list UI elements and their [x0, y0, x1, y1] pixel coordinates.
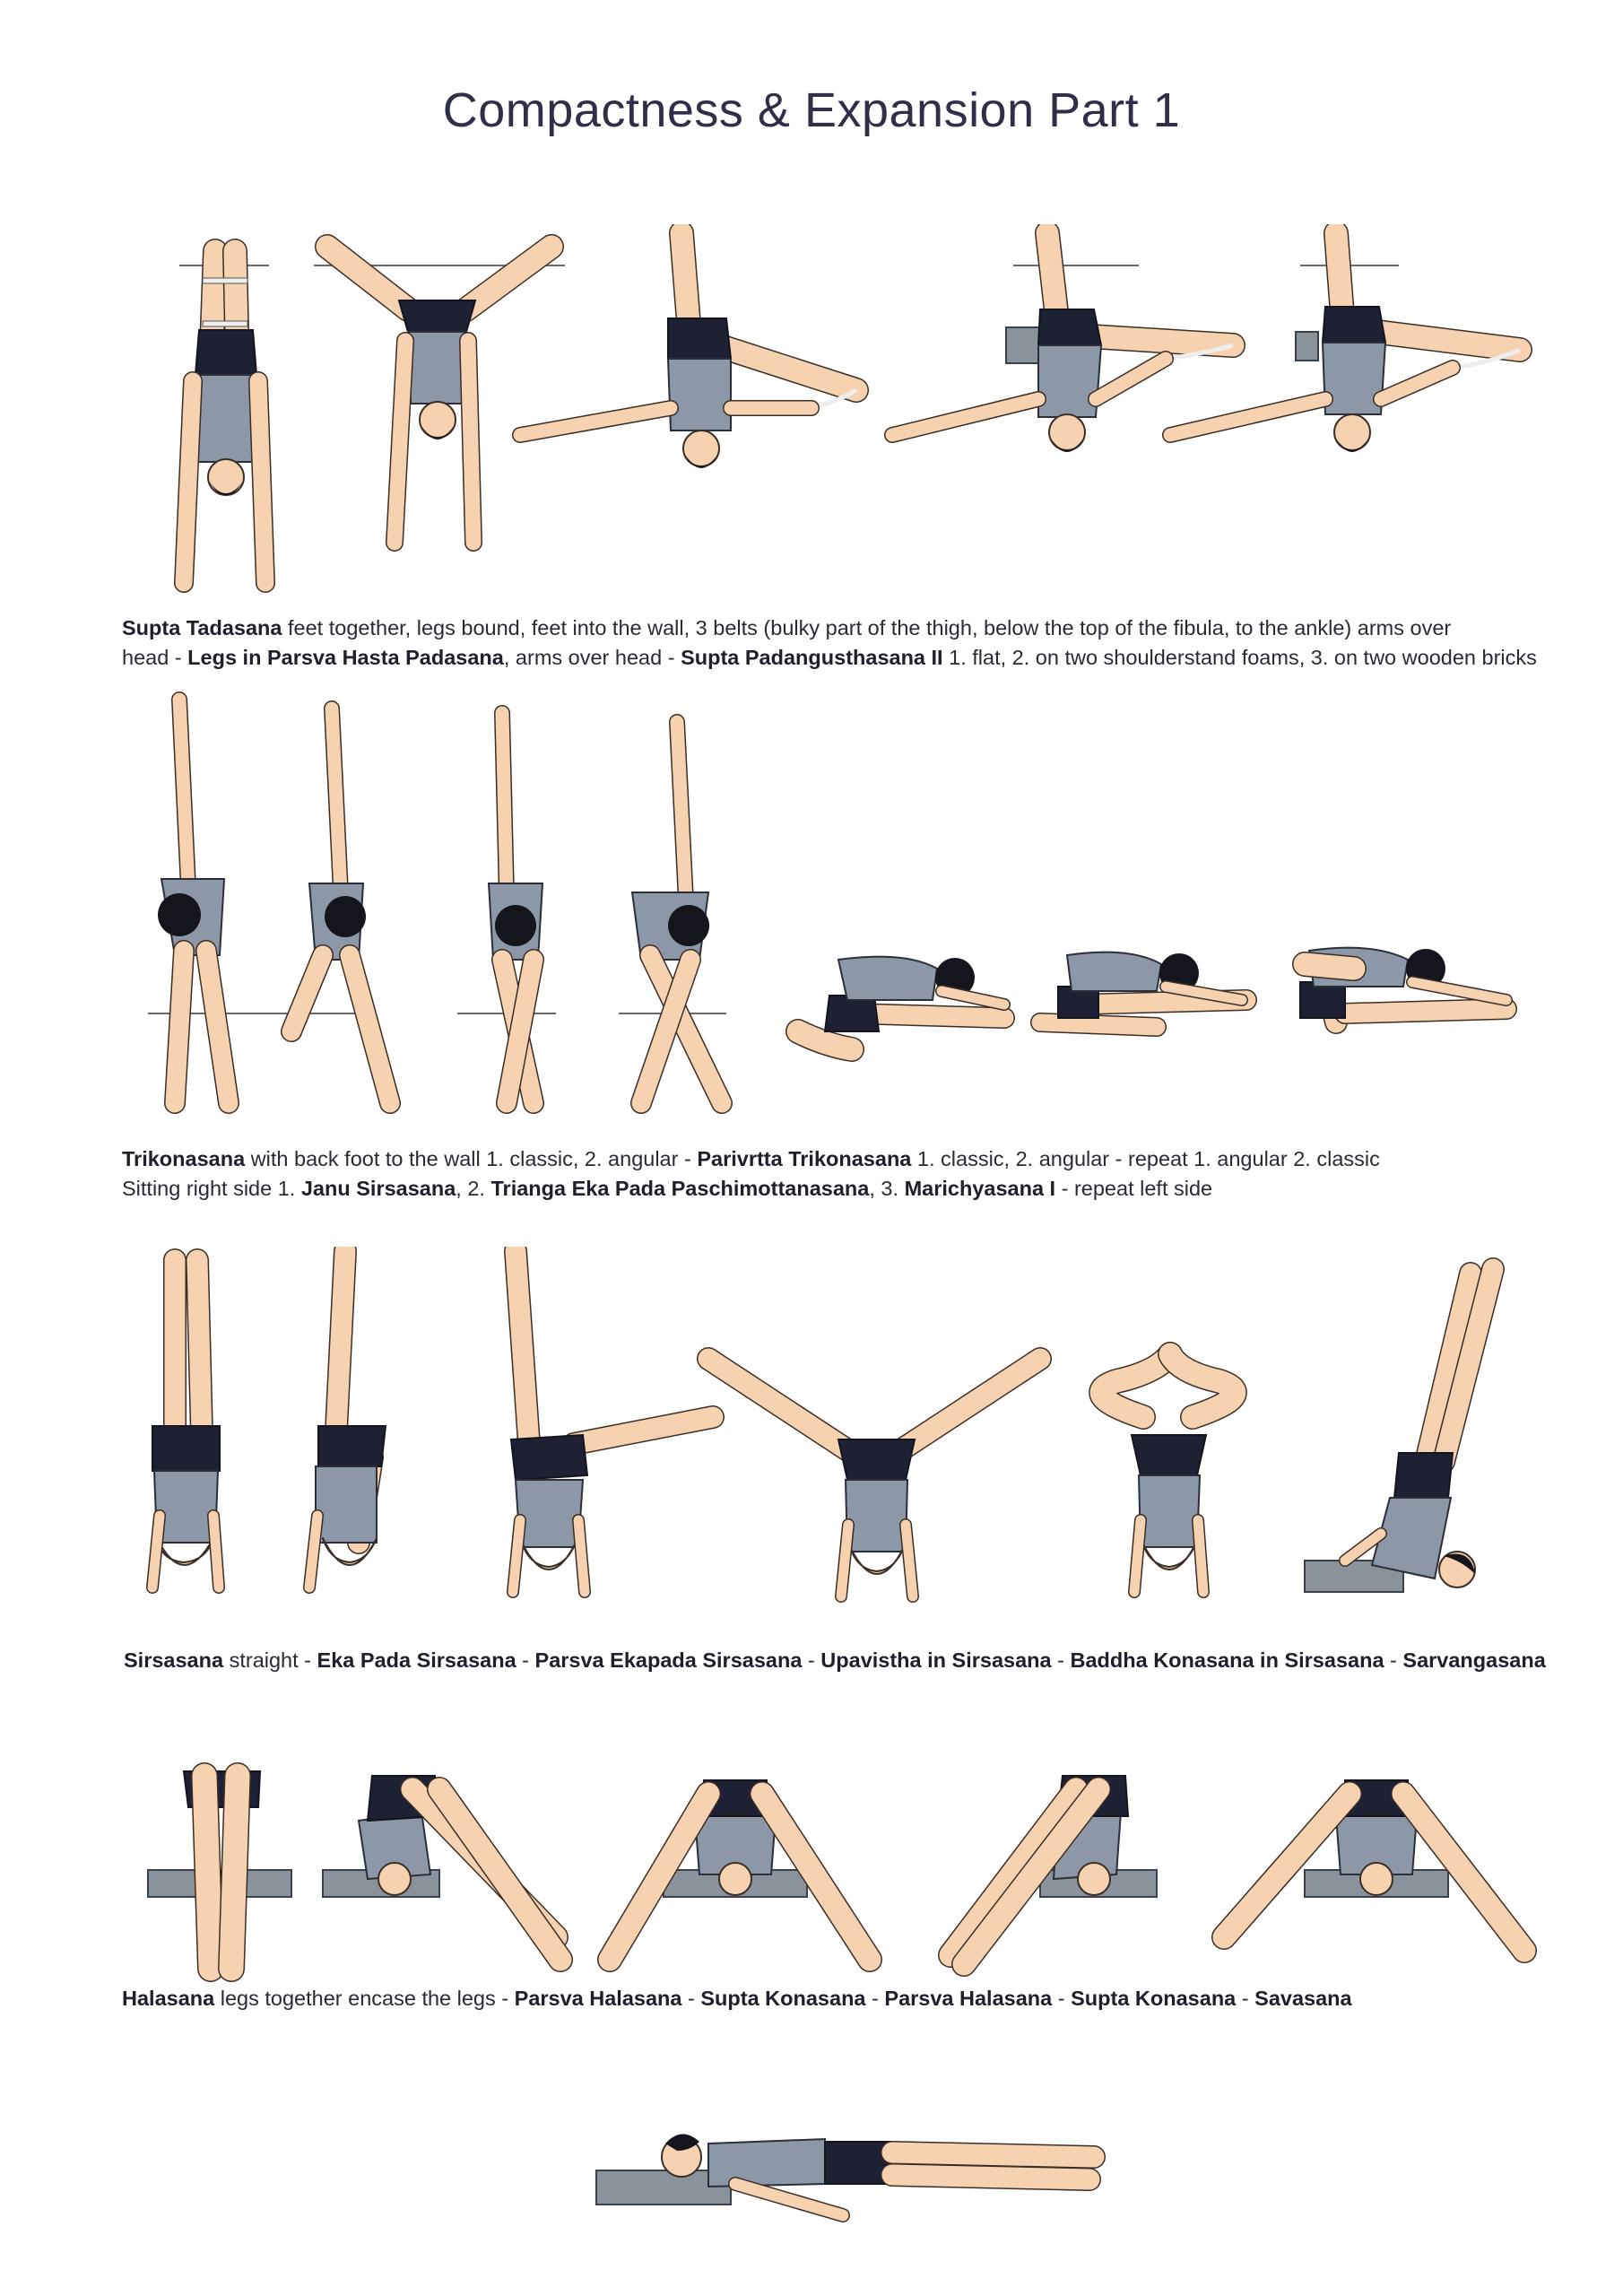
figure-trikonasana-angular	[269, 709, 390, 1103]
caption-row2-line1	[122, 1144, 1575, 1174]
pose-name: Janu Sirsasana	[300, 1177, 456, 1200]
figure-parsva-ekapada-sirsasana	[511, 1251, 713, 1592]
pose-name: Supta Konasana	[1071, 1987, 1237, 2010]
caption-row1-line2	[122, 643, 1575, 673]
row1-figures	[0, 224, 1623, 619]
figure-parsva-hasta-padasana	[314, 247, 565, 543]
figure-sirsasana-straight	[152, 1260, 220, 1587]
figure-janu-sirsasana	[798, 957, 1004, 1049]
pose-name: Supta Padangusthasana II	[681, 646, 943, 669]
pose-name: Supta Tadasana	[122, 616, 282, 639]
pose-note: 1. flat, 2. on two shoulderstand foams, 3. on two wooden bricks	[942, 646, 1537, 669]
row3-figures	[0, 1247, 1623, 1641]
pose-note: feet together, legs bound, feet into the wall, 3 belts (bulky part of the thigh, below the top of the fibula, to the ankle) arms over	[282, 616, 1452, 639]
pose-note: legs together encase the legs -	[214, 1987, 515, 2010]
figure-parivrtta-trikonasana-classic	[457, 713, 556, 1103]
pose-name: Sirsasana	[124, 1648, 224, 1672]
figure-halasana	[148, 1771, 291, 1969]
pose-note: , 2.	[456, 1177, 491, 1200]
pose-note: , arms over head -	[503, 646, 681, 669]
pose-name: Eka Pada Sirsasana	[317, 1648, 516, 1672]
caption-row4	[122, 1984, 1575, 2013]
pose-name: Halasana	[122, 1987, 215, 2010]
figure-baddha-konasana-in-sirsasana	[1101, 1354, 1235, 1592]
pose-name: Baddha Konasana in Sirsasana	[1070, 1648, 1384, 1672]
figure-marichyasana-i	[1300, 948, 1506, 1022]
pose-name: Parivrtta Trikonasana	[697, 1147, 912, 1170]
figure-eka-pada-sirsasana	[309, 1251, 386, 1587]
caption-row2-line2	[122, 1174, 1575, 1204]
page-title: Compactness & Expansion Part 1	[442, 83, 1181, 137]
figure-supta-konasana-2	[1224, 1780, 1524, 1951]
pose-name: Legs in Parsva Hasta Padasana	[187, 646, 504, 669]
caption-row4-line1	[122, 1984, 1575, 2013]
pose-name: Marichyasana I	[904, 1177, 1056, 1200]
caption-row1-line1	[122, 613, 1575, 643]
pose-note: -	[681, 1987, 701, 2010]
pose-name: Savasana	[1254, 1987, 1352, 2010]
caption-row3	[124, 1646, 1576, 1675]
pose-note: -	[1384, 1648, 1403, 1672]
caption-row2	[122, 1144, 1575, 1204]
row4-figures	[0, 1758, 1623, 1991]
figure-parivrtta-trikonasana-angular	[619, 722, 726, 1103]
pose-note: straight -	[223, 1648, 317, 1672]
pose-note: -	[516, 1648, 535, 1672]
pose-note: -	[802, 1648, 821, 1672]
pose-name: Parsva Ekapada Sirsasana	[534, 1648, 803, 1672]
figure-supta-konasana-1	[610, 1780, 870, 1960]
figure-savasana	[596, 2134, 1094, 2215]
pose-name: Parsva Halasana	[884, 1987, 1053, 2010]
figure-parsva-halasana-1	[323, 1776, 560, 1960]
pose-note: -	[1236, 1987, 1255, 2010]
row5-figures	[0, 2108, 1623, 2242]
pose-name: Upavistha in Sirsasana	[820, 1648, 1052, 1672]
pose-note: , 3.	[869, 1177, 905, 1200]
pose-note: Sitting right side 1.	[122, 1177, 301, 1200]
figure-trikonasana-classic	[148, 700, 269, 1103]
caption-row1	[122, 613, 1575, 673]
figure-upavistha-in-sirsasana	[708, 1359, 1040, 1596]
figure-parsva-halasana-2	[950, 1776, 1157, 1964]
pose-name: Trianga Eka Pada Paschimottanasana	[490, 1177, 870, 1200]
pose-note: with back foot to the wall 1. classic, 2. angular -	[245, 1147, 698, 1170]
caption-row3-line1	[124, 1646, 1576, 1675]
pose-name: Parsva Halasana	[514, 1987, 682, 2010]
row2-figures	[0, 691, 1623, 1130]
pose-note: -	[865, 1987, 885, 2010]
figure-supta-padangusthasana-flat	[520, 233, 856, 468]
figure-supta-padangusthasana-foams	[892, 233, 1233, 452]
figure-trianga-eka-pada-paschimottanasana	[1040, 952, 1246, 1027]
pose-name: Trikonasana	[122, 1147, 246, 1170]
figure-supta-tadasana	[179, 251, 269, 583]
pose-note: -	[1052, 1987, 1072, 2010]
pose-name: Supta Konasana	[700, 1987, 866, 2010]
pose-note: head -	[122, 646, 188, 669]
pose-note: -	[1051, 1648, 1071, 1672]
pose-note: 1. classic, 2. angular - repeat 1. angular 2. classic	[911, 1147, 1380, 1170]
pose-name: Sarvangasana	[1402, 1648, 1546, 1672]
figure-sarvangasana	[1305, 1269, 1493, 1592]
pose-note: - repeat left side	[1055, 1177, 1213, 1200]
